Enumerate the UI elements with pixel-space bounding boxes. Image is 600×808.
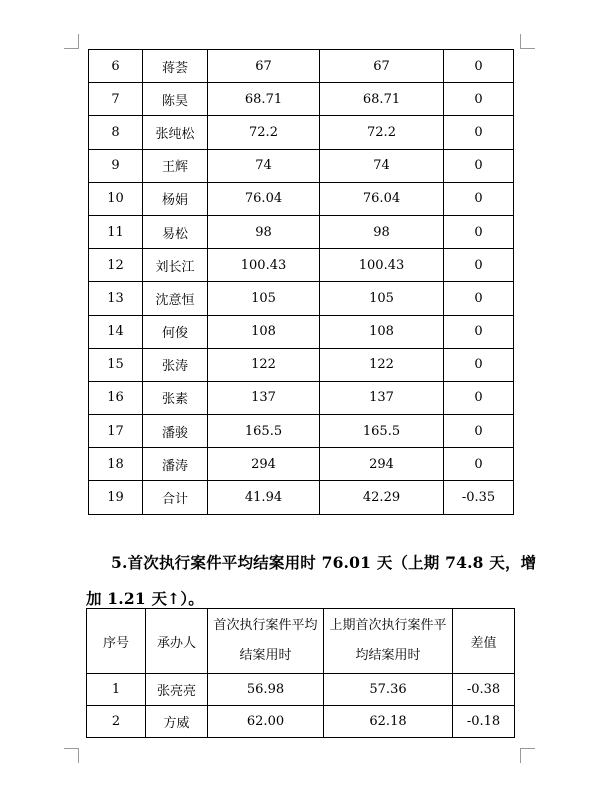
cell-previous: 98 <box>320 215 444 248</box>
crop-mark-top-right <box>520 34 535 49</box>
cell-handler: 张涛 <box>143 348 208 381</box>
cell-handler: 沈意恒 <box>143 282 208 315</box>
cell-handler: 张亮亮 <box>146 674 208 706</box>
cell-previous: 57.36 <box>324 674 453 706</box>
header-cell-prev-avg-days: 上期首次执行案件平均结案用时 <box>324 609 453 674</box>
cell-current: 165.5 <box>208 415 320 448</box>
cell-handler: 易松 <box>143 215 208 248</box>
table-row <box>89 116 514 149</box>
cell-index: 7 <box>89 83 143 116</box>
cell-previous: 294 <box>320 448 444 481</box>
cell-current: 62.00 <box>208 706 324 738</box>
cell-index: 1 <box>87 674 146 706</box>
cell-handler: 陈昊 <box>143 83 208 116</box>
cell-difference: 0 <box>444 415 514 448</box>
cell-current: 294 <box>208 448 320 481</box>
cell-difference: -0.38 <box>453 674 515 706</box>
cell-difference: -0.35 <box>444 481 514 514</box>
section-heading-line-1: 5.首次执行案件平均结案用时 76.01 天（上期 74.8 天，增 <box>111 553 537 572</box>
header-cell-handler: 承办人 <box>146 609 208 674</box>
cell-handler: 潘骏 <box>143 415 208 448</box>
cell-difference: 0 <box>444 149 514 182</box>
cell-current: 41.94 <box>208 481 320 514</box>
cell-handler: 何俊 <box>143 315 208 348</box>
cell-handler: 方威 <box>146 706 208 738</box>
cell-index: 12 <box>89 249 143 282</box>
cell-current: 98 <box>208 215 320 248</box>
cell-index: 16 <box>89 381 143 414</box>
table-row <box>89 149 514 182</box>
cell-difference: 0 <box>444 50 514 83</box>
header-cell-avg-days: 首次执行案件平均结案用时 <box>208 609 324 674</box>
header-cell-index: 序号 <box>87 609 146 674</box>
table-header-row <box>87 609 515 674</box>
cell-previous: 122 <box>320 348 444 381</box>
cell-previous: 100.43 <box>320 249 444 282</box>
cell-index: 13 <box>89 282 143 315</box>
cell-difference: 0 <box>444 83 514 116</box>
cell-previous: 108 <box>320 315 444 348</box>
cell-index: 10 <box>89 182 143 215</box>
cell-previous: 62.18 <box>324 706 453 738</box>
cell-previous: 165.5 <box>320 415 444 448</box>
cell-previous: 76.04 <box>320 182 444 215</box>
cell-previous: 68.71 <box>320 83 444 116</box>
table-row <box>89 50 514 83</box>
cell-index: 8 <box>89 116 143 149</box>
cell-handler: 王辉 <box>143 149 208 182</box>
cell-previous: 42.29 <box>320 481 444 514</box>
cell-previous: 67 <box>320 50 444 83</box>
table-row <box>89 481 514 514</box>
cell-index: 17 <box>89 415 143 448</box>
table-row <box>87 674 515 706</box>
cell-previous: 105 <box>320 282 444 315</box>
cell-index: 11 <box>89 215 143 248</box>
cell-current: 76.04 <box>208 182 320 215</box>
header-cell-difference: 差值 <box>453 609 515 674</box>
cell-previous: 74 <box>320 149 444 182</box>
table-row <box>89 182 514 215</box>
table-row <box>89 448 514 481</box>
table-row <box>89 315 514 348</box>
cell-current: 122 <box>208 348 320 381</box>
cell-index: 14 <box>89 315 143 348</box>
cell-handler: 张素 <box>143 381 208 414</box>
cell-difference: -0.18 <box>453 706 515 738</box>
cell-current: 137 <box>208 381 320 414</box>
cell-current: 56.98 <box>208 674 324 706</box>
cell-index: 2 <box>87 706 146 738</box>
table-row <box>89 348 514 381</box>
cell-handler: 蒋荟 <box>143 50 208 83</box>
cell-current: 100.43 <box>208 249 320 282</box>
cell-current: 108 <box>208 315 320 348</box>
cell-difference: 0 <box>444 348 514 381</box>
cell-index: 15 <box>89 348 143 381</box>
cell-current: 68.71 <box>208 83 320 116</box>
cell-difference: 0 <box>444 282 514 315</box>
cell-previous: 137 <box>320 381 444 414</box>
table-row <box>89 249 514 282</box>
cell-difference: 0 <box>444 315 514 348</box>
crop-mark-bottom-right <box>520 748 535 763</box>
cell-index: 9 <box>89 149 143 182</box>
cell-difference: 0 <box>444 182 514 215</box>
cell-index: 18 <box>89 448 143 481</box>
table-row <box>89 83 514 116</box>
first-execution-case-table <box>86 608 515 738</box>
cell-index: 19 <box>89 481 143 514</box>
cell-difference: 0 <box>444 381 514 414</box>
table-row <box>87 706 515 738</box>
section-heading-line-2: 加 1.21 天↑）。 <box>86 589 204 608</box>
table-row <box>89 215 514 248</box>
cell-handler: 刘长江 <box>143 249 208 282</box>
cell-index: 6 <box>89 50 143 83</box>
section-heading <box>86 545 537 617</box>
cell-handler: 合计 <box>143 481 208 514</box>
cell-difference: 0 <box>444 215 514 248</box>
cell-handler: 潘涛 <box>143 448 208 481</box>
cell-handler: 张纯松 <box>143 116 208 149</box>
cell-current: 74 <box>208 149 320 182</box>
cell-difference: 0 <box>444 448 514 481</box>
handler-stats-table-continued <box>88 49 514 515</box>
cell-previous: 72.2 <box>320 116 444 149</box>
cell-current: 72.2 <box>208 116 320 149</box>
crop-mark-bottom-left <box>64 748 79 763</box>
table-row <box>89 415 514 448</box>
cell-current: 67 <box>208 50 320 83</box>
cell-difference: 0 <box>444 249 514 282</box>
table-row <box>89 381 514 414</box>
cell-handler: 杨娟 <box>143 182 208 215</box>
table-row <box>89 282 514 315</box>
cell-difference: 0 <box>444 116 514 149</box>
cell-current: 105 <box>208 282 320 315</box>
crop-mark-top-left <box>64 34 79 49</box>
